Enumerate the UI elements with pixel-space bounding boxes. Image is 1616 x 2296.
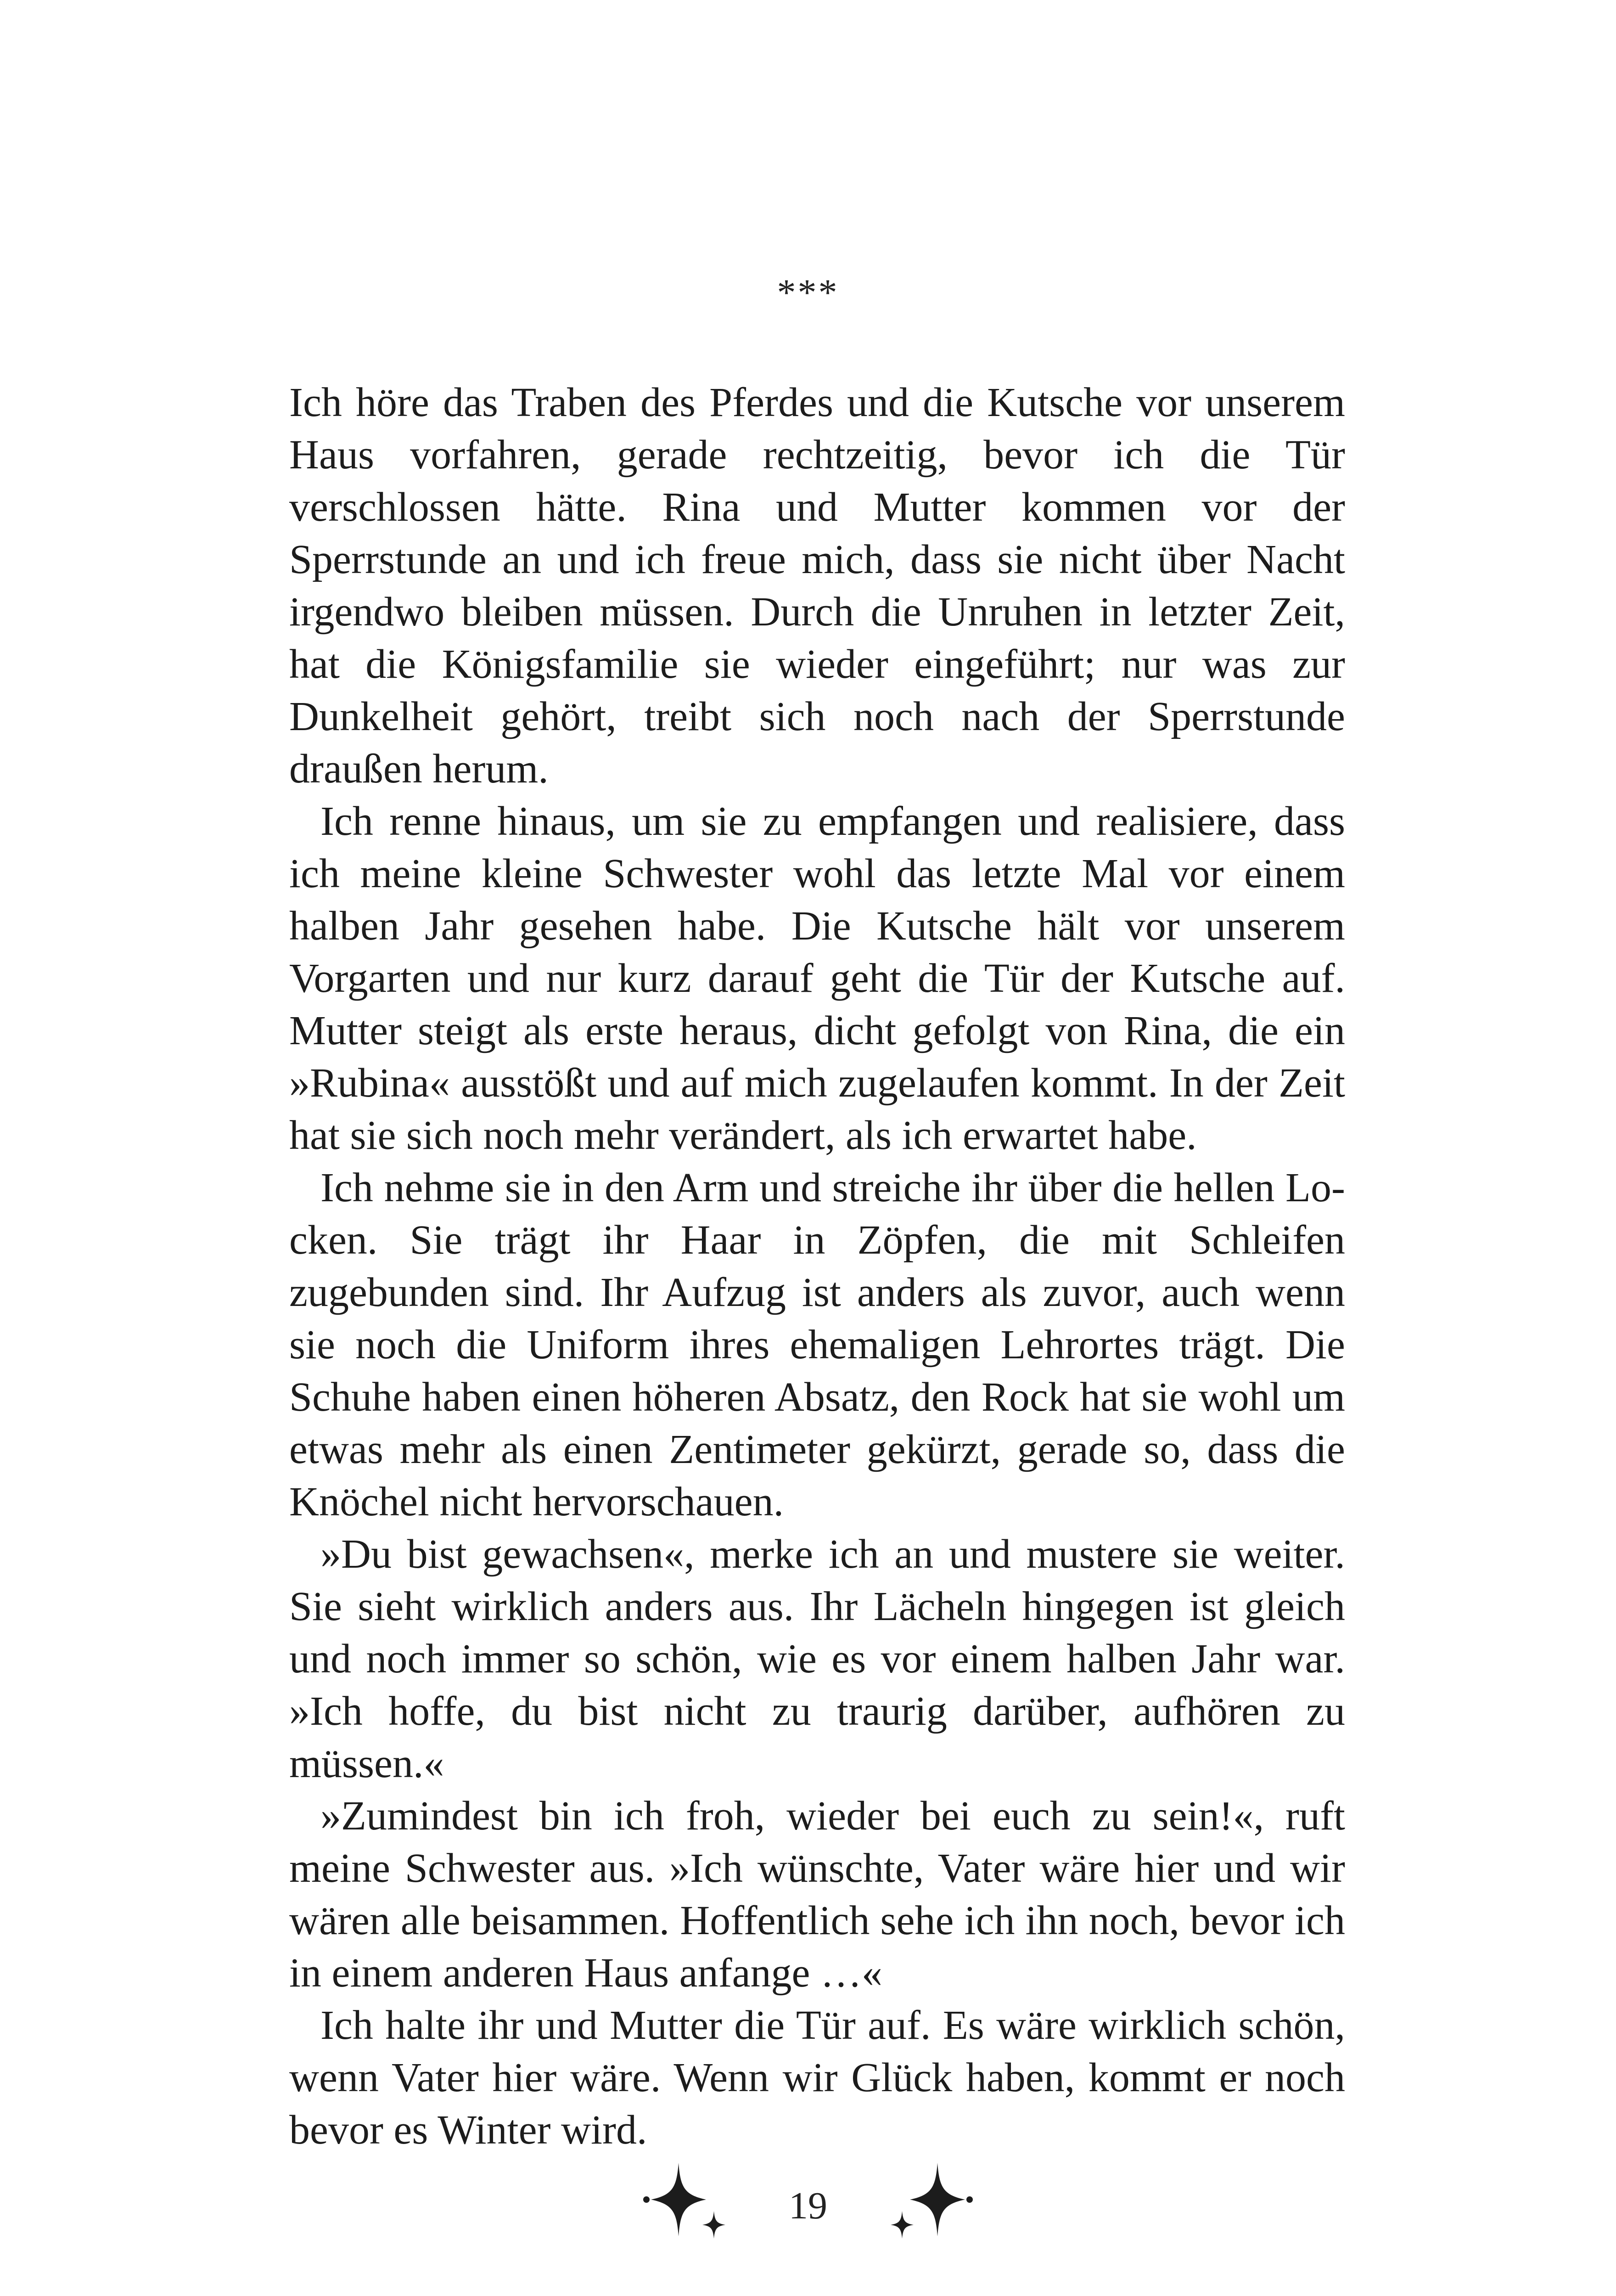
- chapter-body: [289, 377, 1345, 2156]
- paragraph: »Zumindest bin ich froh, wieder bei euch zu sein!«, ruft meine Schwester aus. »Ich wünschte, Vater wäre hier und wir wären alle beisammen. Hoffentlich sehe ich ihn noch, bevor ich in einem anderen Haus anfange …«: [289, 1793, 1345, 1996]
- paragraph: Ich höre das Traben des Pferdes und die Kutsche vor unserem Haus vorfahren, gerade rechtzeitig, bevor ich die Tür verschlossen hätte. Rina und Mutter kommen vor der Sperrstunde an und ich freue mich, dass sie nicht über Nacht irgendwo bleiben müssen. Durch die Unruhen in letzter Zeit, hat die Königsfamilie sie wieder eingeführt; nur was zur Dunkelheit gehört, treibt sich noch nach der Sperrstunde draußen herum.: [289, 380, 1345, 792]
- page-number: 19: [789, 2184, 827, 2227]
- paragraph: Ich renne hinaus, um sie zu empfangen und realisiere, dass ich meine kleine Schwester wohl das letzte Mal vor einem halben Jahr gesehen habe. Die Kutsche hält vor unserem Vorgarten und nur kurz darauf geht die Tür der Kutsche auf. Mutter steigt als erste heraus, dicht gefolgt von Rina, die ein »Rubina« ausstößt und auf mich zugelaufen kommt. In der Zeit hat sie sich noch mehr verändert, als ich erwartet habe.: [289, 799, 1345, 1158]
- page-footer: [0, 2158, 1616, 2259]
- sparkle-icon: [638, 2158, 730, 2259]
- sparkle-icon: [886, 2158, 978, 2259]
- paragraph: »Du bist gewachsen«, merke ich an und mustere sie weiter. Sie sieht wirklich anders aus. Ihr Lächeln hingegen ist gleich und noch immer so schön, wie es vor einem halben Jahr war. »Ich hoffe, du bist nicht zu traurig darüber, aufhören zu müssen.«: [289, 1531, 1345, 1786]
- paragraph: Ich nehme sie in den Arm und streiche ihr über die hellen Locken. Sie trägt ihr Haar in Zöpfen, die mit Schleifen zugebunden sind. Ihr Aufzug ist anders als zuvor, auch wenn sie noch die Uniform ihres ehemaligen Lehrortes trägt. Die Schuhe haben einen höheren Absatz, den Rock hat sie wohl um etwas mehr als einen Zentimeter gekürzt, gerade so, dass die Knöchel nicht hervorschauen.: [289, 1165, 1345, 1525]
- paragraph: Ich halte ihr und Mutter die Tür auf. Es wäre wirklich schön, wenn Vater hier wäre. Wenn wir Glück haben, kommt er noch bevor es Winter wird.: [289, 2003, 1345, 2153]
- section-separator: ***: [777, 271, 839, 313]
